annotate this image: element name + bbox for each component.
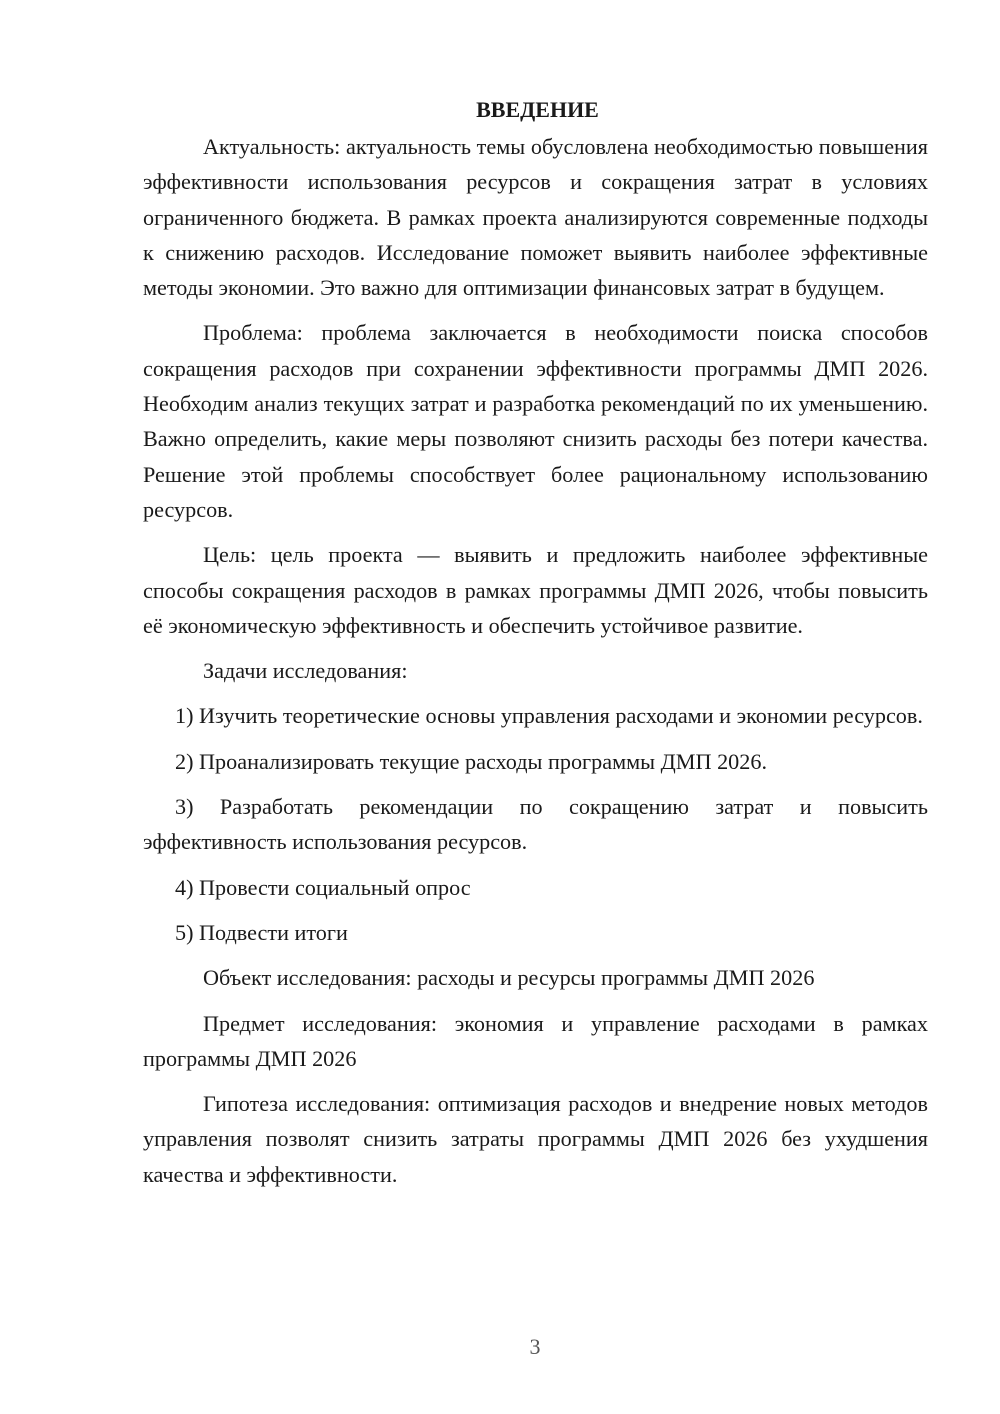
task-item-5: 5) Подвести итоги: [175, 919, 348, 945]
section-heading: ВВЕДЕНИЕ: [476, 97, 599, 122]
tasks-title: Задачи исследования:: [203, 658, 408, 684]
task-item-4: 4) Провести социальный опрос: [175, 874, 471, 900]
relevance-paragraph: Актуальность: актуальность темы обусловлена необходимостью повышения эффективности использования ресурсов и сокращения затрат в условиях ограниченного бюджета. В рамках проекта анализируются современные подходы к снижению расходов. Исследование поможет выявить наиболее эффективные методы экономии. Это важно для оптимизации финансовых затрат в будущем.: [143, 134, 928, 301]
task-item-2: 2) Проанализировать текущие расходы программы ДМП 2026.: [175, 748, 767, 774]
task-item-1: 1) Изучить теоретические основы управления расходами и экономии ресурсов.: [175, 703, 923, 729]
research-hypothesis-paragraph: Гипотеза исследования: оптимизация расходов и внедрение новых методов управления позволят снизить затраты программы ДМП 2026 без ухудшения качества и эффективности.: [143, 1091, 928, 1187]
goal-paragraph: Цель: цель проекта — выявить и предложить наиболее эффективные способы сокращения расходов в рамках программы ДМП 2026, чтобы повысить её экономическую эффективность и обеспечить устойчивое развитие.: [143, 542, 928, 638]
page-content: [143, 92, 928, 1202]
research-object-paragraph: Объект исследования: расходы и ресурсы программы ДМП 2026: [203, 965, 815, 991]
research-subject-paragraph: Предмет исследования: экономия и управление расходами в рамках программы ДМП 2026: [143, 1010, 928, 1071]
task-item-3: 3) Разработать рекомендации по сокращению затрат и повысить эффективность использования ресурсов.: [143, 794, 928, 855]
problem-paragraph: Проблема: проблема заключается в необходимости поиска способов сокращения расходов при сохранении эффективности программы ДМП 2026. Необходим анализ текущих затрат и разработка рекомендаций по их уменьшению. Важно определить, какие меры позволяют снизить расходы без потери качества. Решение этой проблемы способствует более рациональному использованию ресурсов.: [143, 320, 928, 522]
page-number: 3: [529, 1334, 541, 1359]
